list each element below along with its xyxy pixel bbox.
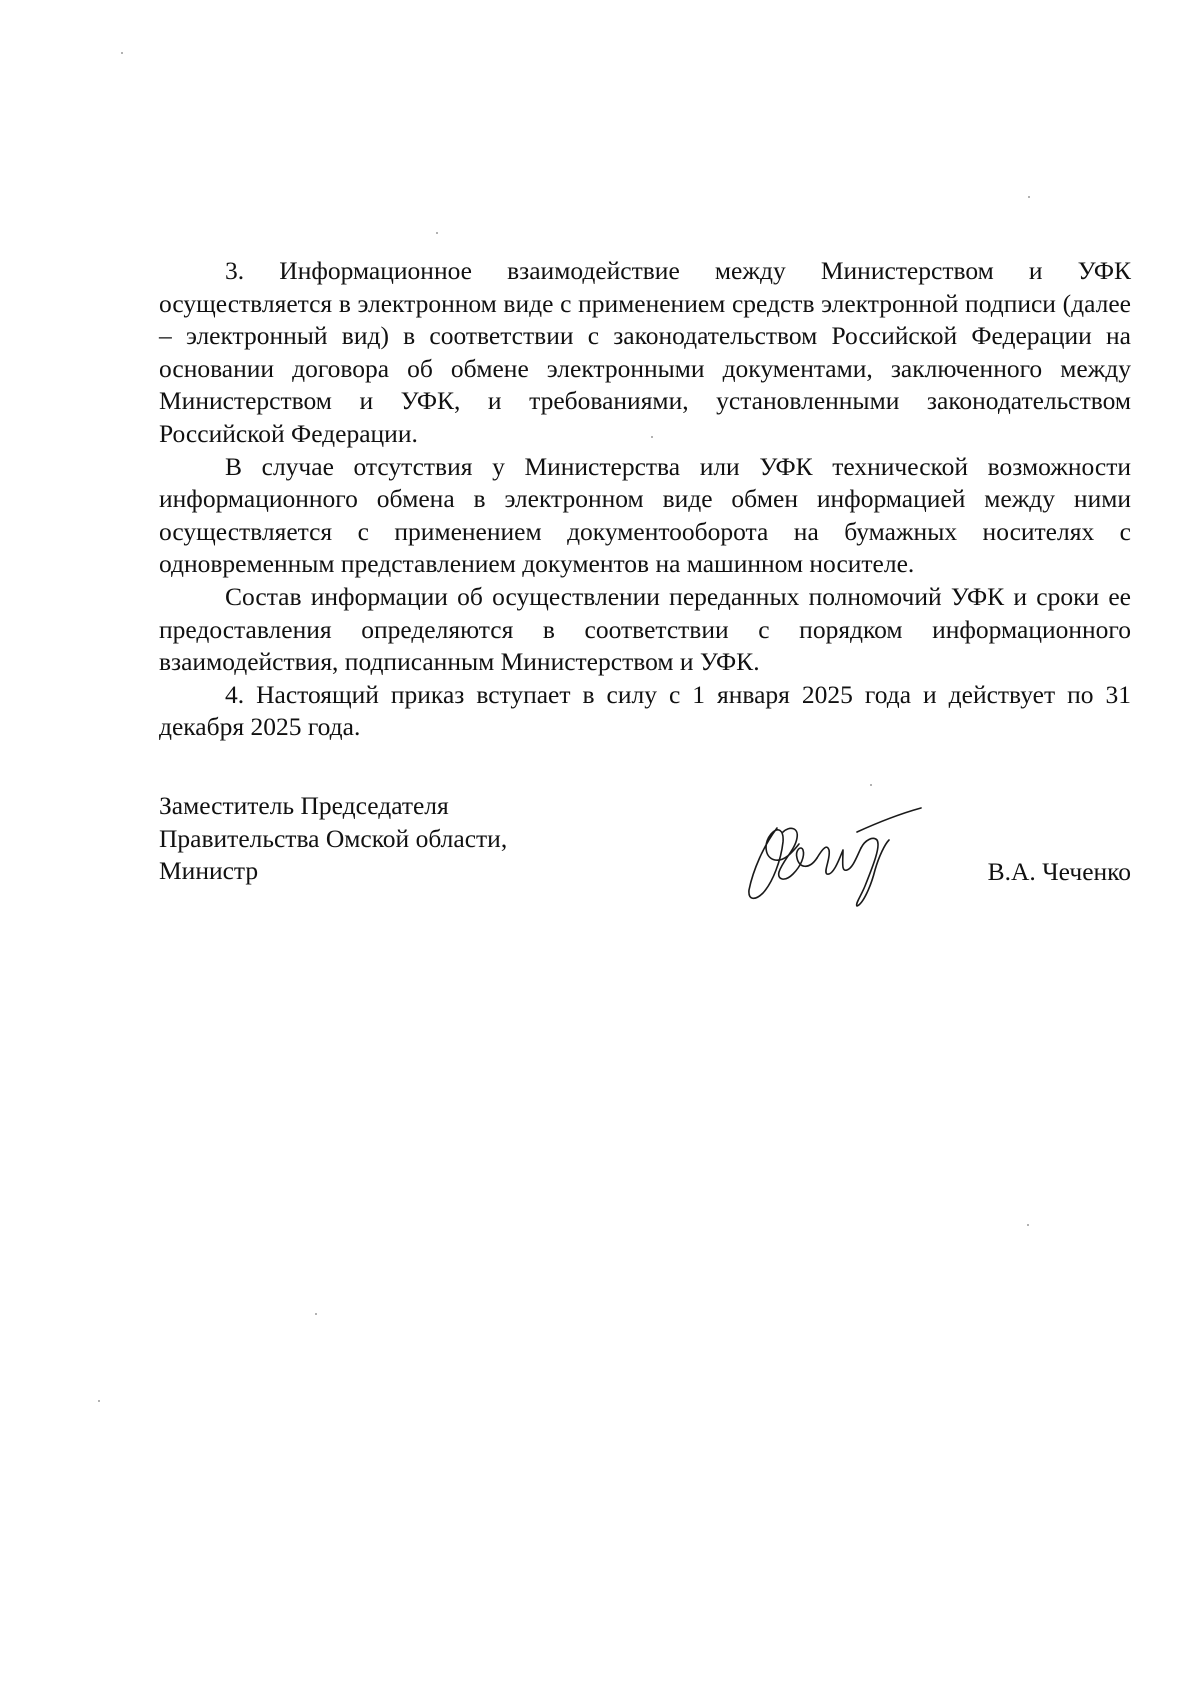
scan-speck [651,436,653,438]
scan-speck [870,784,872,786]
scan-speck [315,1313,317,1315]
handwritten-signature [739,800,929,910]
paragraph-4: 4. Настоящий приказ вступает в силу с 1 января 2025 года и действует по 31 декабря 2025 года. [159,679,1131,742]
scan-speck [1028,196,1030,198]
scan-speck [1027,1224,1029,1226]
scan-speck [98,1400,100,1402]
scan-speck [121,52,123,54]
paragraph-3-continuation: В случае отсутствия у Министерства или УФК технической возможности информационного обмена в электронном виде обмен информацией между ними осуществляется с применением документооборота на бумажных носителях с одновременным представлением документов на машинном носителе. [159,451,1131,579]
paragraph-3: 3. Информационное взаимодействие между Министерством и УФК осуществляется в электронном виде с применением средств электронной подписи (далее – электронный вид) в соответствии с законодательством Российской Федерации на основании договора об обмене электронными документами, заключенного между Министерством и УФК, и требованиями, установленными законодательством Российской Федерации. [159,256,1131,448]
scan-speck [436,232,438,234]
signer-position-line: Министр [159,856,259,886]
document-body [159,255,1131,744]
signer-name: В.А. Чеченко [987,857,1131,886]
signer-position-line: Правительства Омской области, [159,823,508,853]
signer-position-line: Заместитель Председателя [159,791,449,820]
paragraph-3-information-composition: Состав информации об осуществлении переданных полномочий УФК и сроки ее предоставления определяются в соответствии с порядком информационного взаимодействия, подписанным Министерством и УФК. [159,581,1131,677]
signature-block [159,790,1131,920]
signer-position [159,790,507,888]
